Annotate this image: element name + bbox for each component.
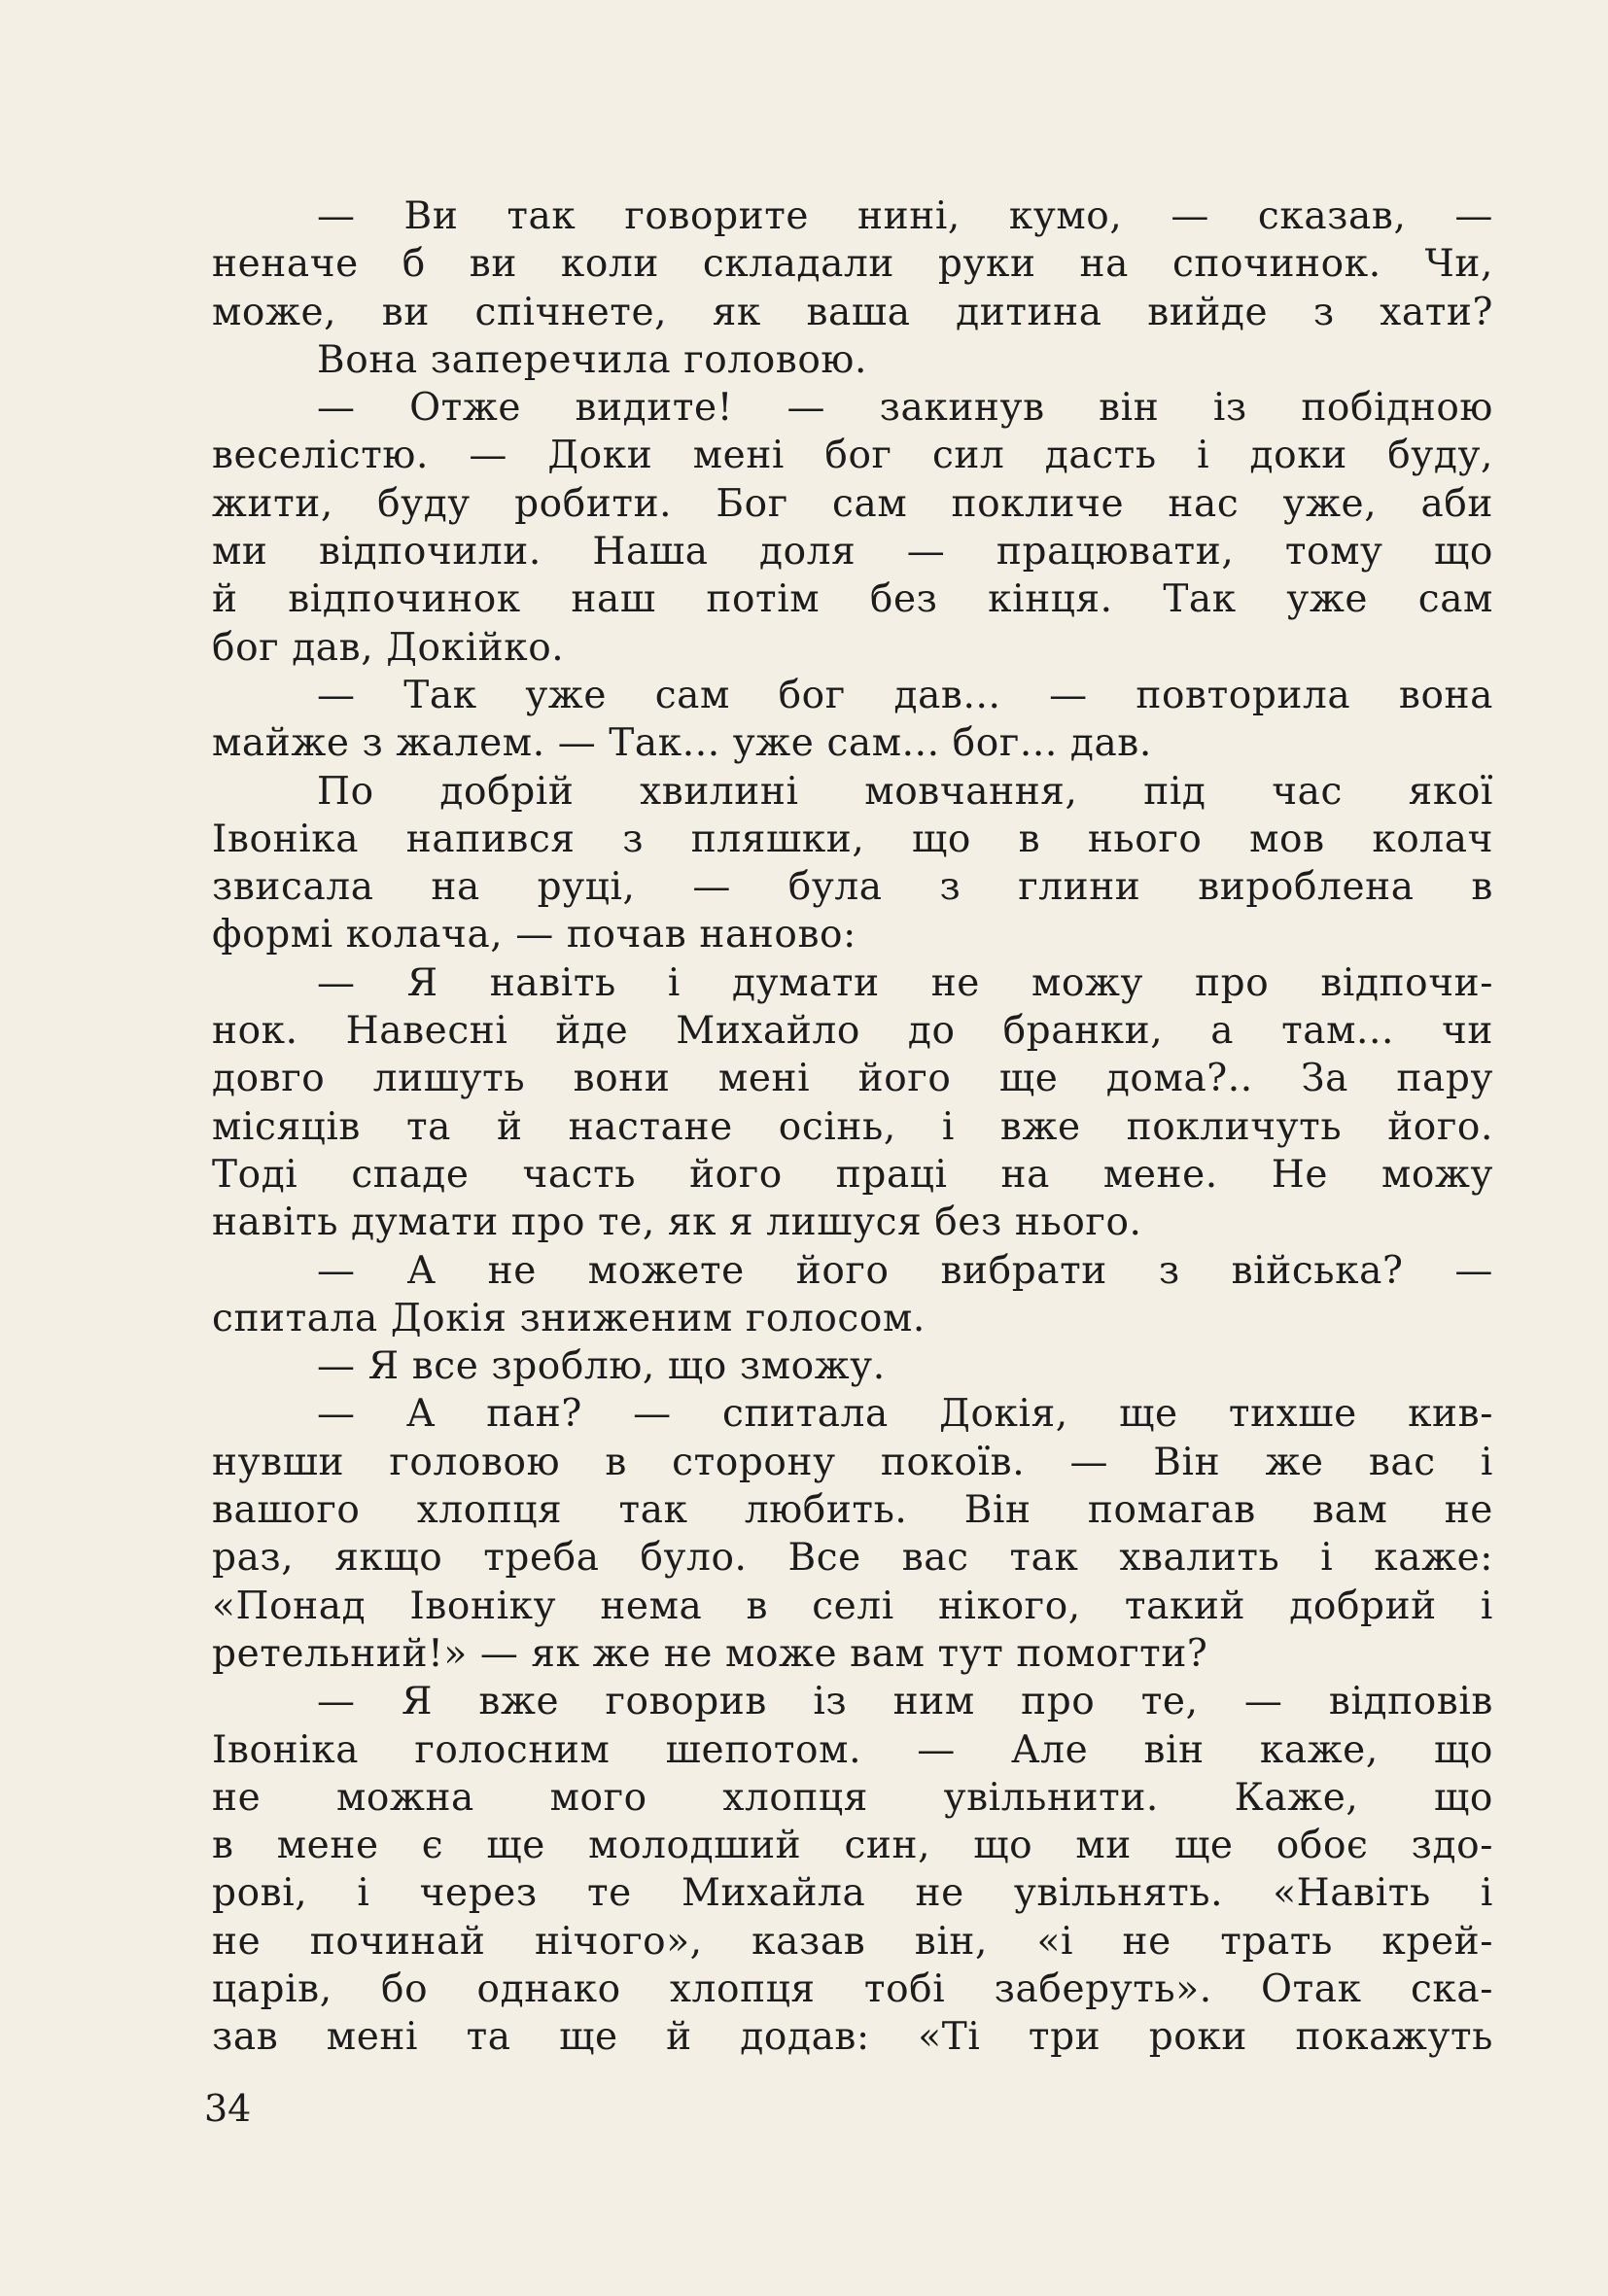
text-line: формі колача, — почав наново: <box>212 913 856 957</box>
text-line: По добрій хвилині мовчання, під час якої <box>317 769 1493 814</box>
text-line: Вона заперечила головою. <box>317 337 867 382</box>
text-line: — Я навіть і думати не можу про відпочи- <box>317 960 1493 1005</box>
text-line: не починай нічого», казав він, «і не трать крей- <box>212 1919 1493 1964</box>
text-line: — Ви так говорите нині, кумо, — сказав, — <box>317 194 1493 238</box>
text-line: звисала на руці, — була з глини вироблена в <box>212 865 1493 910</box>
text-line: неначе б ви коли складали руки на спочинок. Чи, <box>212 242 1493 287</box>
text-line: ретельний!» — як же не може вам тут помогти? <box>212 1631 1208 1676</box>
body-text <box>212 192 1493 2062</box>
text-line: — А не можете його вибрати з війська? — <box>317 1248 1493 1293</box>
text-line: може, ви спічнете, як ваша дитина вийде з хати? <box>212 290 1493 334</box>
text-line: майже з жалем. — Так... уже сам... бог... дав. <box>212 721 1152 766</box>
text-line: в мене є ще молодший син, що ми ще обоє здо- <box>212 1824 1493 1868</box>
text-line: Тоді спаде часть його праці на мене. Не можу <box>212 1152 1493 1197</box>
text-line: спитала Докія зниженим голосом. <box>212 1296 926 1340</box>
text-line: вашого хлопця так любить. Він помагав вам не <box>212 1488 1493 1533</box>
text-line: місяців та й настане осінь, і вже покличуть його. <box>212 1104 1493 1149</box>
text-line: нок. Навесні йде Михайло до бранки, а там... чи <box>212 1009 1493 1054</box>
text-line: — Я все зроблю, що зможу. <box>317 1344 886 1389</box>
text-line: «Понад Івоніку нема в селі нікого, такий добрий і <box>212 1583 1493 1628</box>
text-line: бог дав, Докійко. <box>212 625 565 670</box>
text-line: — Так уже сам бог дав... — повторила вона <box>317 673 1493 717</box>
text-line: ми відпочили. Наша доля — працювати, тому що <box>212 530 1493 574</box>
text-line: нувши головою в сторону покоїв. — Він же вас і <box>212 1440 1493 1484</box>
text-line: — Я вже говорив із ним про те, — відповів <box>317 1680 1493 1724</box>
text-line: не можна мого хлопця увільнити. Каже, що <box>212 1775 1493 1820</box>
text-line: зав мені та ще й додав: «Ті три роки покажуть <box>212 2015 1493 2060</box>
text-line: навіть думати про те, як я лишуся без нього. <box>212 1200 1142 1245</box>
page-number: 34 <box>204 2087 252 2130</box>
text-line: веселістю. — Доки мені бог сил дасть і доки буду, <box>212 434 1493 478</box>
text-line: жити, буду робити. Бог сам покличе нас уже, аби <box>212 481 1493 526</box>
text-line: царів, бо однако хлопця тобі заберуть». Отак ска- <box>212 1966 1493 2011</box>
text-line: — А пан? — спитала Докія, ще тихше кив- <box>317 1392 1493 1437</box>
text-line: — Отже видите! — закинув він із побідною <box>317 386 1493 431</box>
text-line: раз, якщо треба було. Все вас так хвалить і каже: <box>212 1536 1493 1581</box>
text-line: Івоніка напився з пляшки, що в нього мов колач <box>212 817 1493 861</box>
text-line: й відпочинок наш потім без кінця. Так уже сам <box>212 577 1493 622</box>
text-line: рові, і через те Михайла не увільнять. «Навіть і <box>212 1871 1493 1916</box>
text-line: Івоніка голосним шепотом. — Але він каже, що <box>212 1727 1493 1772</box>
text-line: довго лишуть вони мені його ще дома?.. За пару <box>212 1057 1493 1101</box>
